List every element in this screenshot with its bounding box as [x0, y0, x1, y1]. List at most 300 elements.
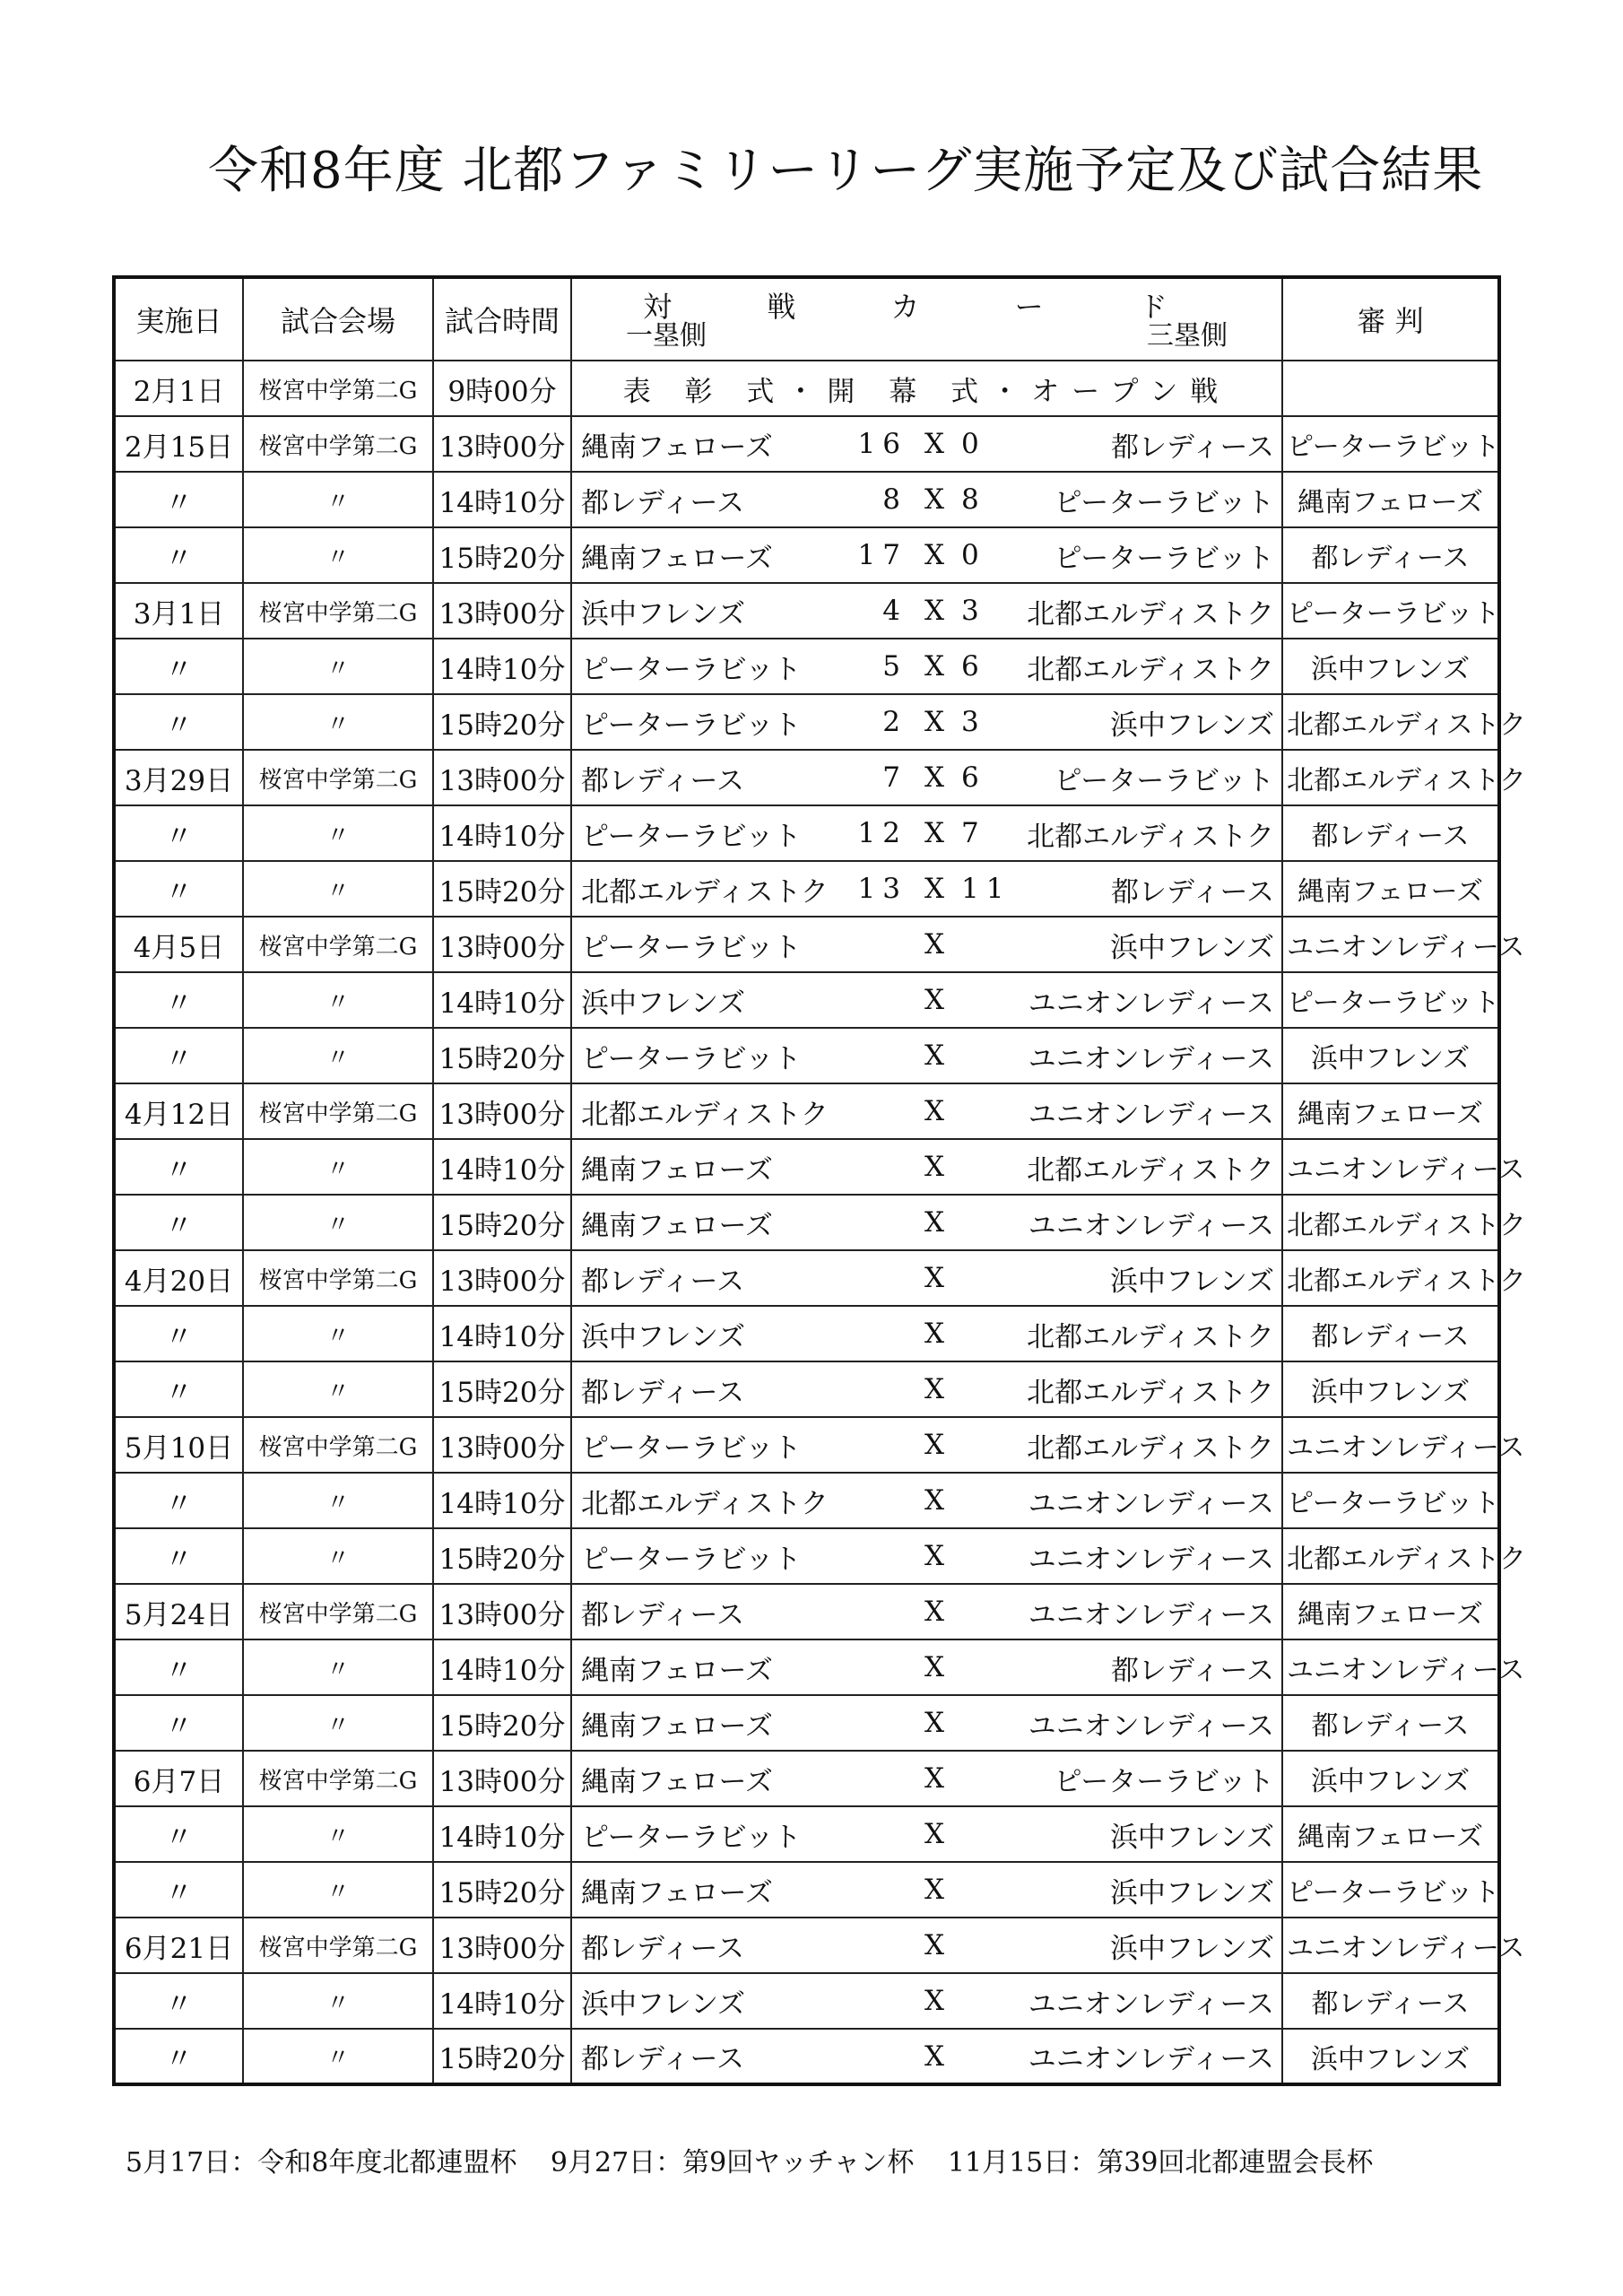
cell-card	[571, 1361, 1282, 1417]
score-third-base: 3	[961, 706, 986, 738]
team-first-base: 都レディース	[581, 2043, 744, 2075]
header-venue: 試合会場	[243, 277, 433, 361]
cell-venue: 〃	[243, 1028, 433, 1083]
cell-ceremony: 表 彰 式・開 幕 式・オープン戦	[571, 361, 1282, 416]
cell-venue: 〃	[243, 1473, 433, 1528]
team-first-base: ピーターラビット	[581, 1431, 802, 1465]
cell-time: 13時00分	[433, 1584, 571, 1639]
cell-referee: 縄南フェローズ	[1282, 1584, 1499, 1639]
page-title: 令和8年度 北都ファミリーリーグ実施予定及び試合結果	[208, 142, 1484, 200]
cell-date: 3月1日	[114, 583, 243, 639]
table-row	[114, 416, 1499, 472]
table-row	[114, 639, 1499, 694]
cell-date: 〃	[114, 527, 243, 583]
team-third-base: ピーターラビット	[1054, 542, 1274, 575]
cell-date: 〃	[114, 694, 243, 750]
cell-time: 14時10分	[433, 1306, 571, 1361]
cell-card	[571, 1139, 1282, 1195]
versus-mark: X	[924, 1262, 945, 1294]
footer-event-1: 5月17日：令和8年度北都連盟杯	[126, 2147, 517, 2179]
cell-referee: ユニオンレディース	[1282, 1639, 1499, 1695]
table-row	[114, 1806, 1499, 1862]
team-third-base: ピーターラビット	[1054, 764, 1274, 797]
cell-date: 4月20日	[114, 1250, 243, 1306]
cell-referee: ピーターラビット	[1282, 972, 1499, 1028]
footer-event-3: 11月15日：第39回北都連盟会長杯	[947, 2147, 1374, 2179]
cell-venue: 〃	[243, 1695, 433, 1751]
cell-time: 14時10分	[433, 972, 571, 1028]
cell-date: 〃	[114, 1806, 243, 1862]
team-first-base: 縄南フェローズ	[581, 1209, 773, 1242]
team-third-base: 北都エルディストク	[1027, 1320, 1274, 1353]
cell-venue: 〃	[243, 1195, 433, 1250]
team-first-base: ピーターラビット	[581, 1543, 802, 1576]
cell-venue: 〃	[243, 1361, 433, 1417]
cell-referee: 北都エルディストク	[1282, 1250, 1499, 1306]
cell-venue: 〃	[243, 1306, 433, 1361]
table-row	[114, 805, 1499, 861]
cell-date: 〃	[114, 1195, 243, 1250]
team-third-base: 浜中フレンズ	[1109, 1821, 1274, 1854]
cell-venue: 〃	[243, 1973, 433, 2029]
cell-card	[571, 1306, 1282, 1361]
cell-referee: ユニオンレディース	[1282, 917, 1499, 972]
versus-mark: X	[924, 428, 945, 460]
match-card	[576, 473, 1278, 526]
cell-card	[571, 639, 1282, 694]
table-row	[114, 2029, 1499, 2084]
match-card	[576, 1585, 1278, 1639]
cell-time: 15時20分	[433, 2029, 571, 2084]
cell-date: 〃	[114, 972, 243, 1028]
versus-mark: X	[924, 1484, 945, 1517]
team-third-base: 浜中フレンズ	[1109, 1876, 1274, 1909]
cell-venue: 桜宮中学第二G	[243, 1751, 433, 1806]
schedule-table	[112, 275, 1526, 2086]
team-first-base: 都レディース	[581, 1598, 744, 1631]
team-first-base: 浜中フレンズ	[581, 597, 746, 631]
cell-date: 〃	[114, 639, 243, 694]
match-card	[576, 806, 1278, 860]
cell-card	[571, 2029, 1282, 2084]
table-row	[114, 1862, 1499, 1918]
cell-time: 14時10分	[433, 639, 571, 694]
team-third-base: 北都エルディストク	[1027, 1153, 1274, 1187]
cell-venue: 〃	[243, 1139, 433, 1195]
header-card	[571, 277, 1282, 361]
table-row	[114, 694, 1499, 750]
match-card	[576, 1474, 1278, 1527]
cell-card	[571, 917, 1282, 972]
team-first-base: 都レディース	[581, 1932, 744, 1965]
table-row	[114, 583, 1499, 639]
cell-referee: 都レディース	[1282, 805, 1499, 861]
match-card	[576, 1418, 1278, 1472]
cell-time: 15時20分	[433, 527, 571, 583]
score-first-base: 5	[882, 650, 907, 683]
table-row	[114, 1639, 1499, 1695]
versus-mark: X	[924, 706, 945, 738]
match-card	[576, 973, 1278, 1027]
table-row	[114, 1250, 1499, 1306]
versus-mark: X	[924, 1818, 945, 1850]
header-first-base: 一塁側	[626, 320, 707, 352]
cell-card	[571, 972, 1282, 1028]
table-row	[114, 1528, 1499, 1584]
team-first-base: 北都エルディストク	[581, 1098, 829, 1131]
score-third-base: 6	[961, 650, 986, 683]
versus-mark: X	[924, 1429, 945, 1461]
cell-venue: 〃	[243, 1806, 433, 1862]
cell-date: 〃	[114, 1862, 243, 1918]
cell-card	[571, 861, 1282, 917]
cell-date: 〃	[114, 2029, 243, 2084]
cell-venue: 〃	[243, 1528, 433, 1584]
versus-mark: X	[924, 1985, 945, 2017]
score-first-base: 7	[882, 761, 907, 794]
cell-venue: 〃	[243, 639, 433, 694]
cell-referee: 縄南フェローズ	[1282, 472, 1499, 527]
cell-referee: 浜中フレンズ	[1282, 2029, 1499, 2084]
score-third-base: 7	[961, 817, 986, 849]
cell-card	[571, 1806, 1282, 1862]
cell-venue: 桜宮中学第二G	[243, 416, 433, 472]
cell-venue: 桜宮中学第二G	[243, 1083, 433, 1139]
header-time: 試合時間	[433, 277, 571, 361]
table-row	[114, 361, 1499, 416]
team-first-base: 縄南フェローズ	[581, 1153, 773, 1187]
match-card	[576, 584, 1278, 638]
match-card	[576, 1029, 1278, 1083]
versus-mark: X	[924, 1095, 945, 1127]
table-row	[114, 1361, 1499, 1417]
cell-date: 〃	[114, 805, 243, 861]
cell-venue: 〃	[243, 1639, 433, 1695]
cell-date: 〃	[114, 1361, 243, 1417]
team-third-base: 都レディース	[1111, 875, 1274, 909]
cell-time: 9時00分	[433, 361, 571, 416]
team-third-base: 北都エルディストク	[1027, 1431, 1274, 1465]
cell-date: 4月12日	[114, 1083, 243, 1139]
table-row	[114, 1195, 1499, 1250]
table-row	[114, 1973, 1499, 2029]
footer-events	[126, 2140, 1398, 2179]
cell-time: 14時10分	[433, 805, 571, 861]
cell-referee: 縄南フェローズ	[1282, 861, 1499, 917]
match-card	[576, 1807, 1278, 1861]
cell-venue: 〃	[243, 472, 433, 527]
cell-date: 〃	[114, 1139, 243, 1195]
team-first-base: 縄南フェローズ	[581, 1765, 773, 1798]
team-first-base: 縄南フェローズ	[581, 1709, 773, 1743]
team-first-base: 浜中フレンズ	[581, 987, 746, 1020]
team-third-base: 北都エルディストク	[1027, 653, 1274, 686]
versus-mark: X	[924, 928, 945, 961]
match-card	[576, 1307, 1278, 1361]
table-row	[114, 1306, 1499, 1361]
match-card	[576, 1918, 1278, 1972]
team-first-base: ピーターラビット	[581, 931, 802, 964]
score-third-base: 8	[961, 483, 986, 516]
table-row	[114, 1139, 1499, 1195]
cell-card	[571, 1250, 1282, 1306]
cell-card	[571, 1973, 1282, 2029]
cell-time: 15時20分	[433, 1528, 571, 1584]
team-third-base: ピーターラビット	[1054, 486, 1274, 519]
cell-date: 2月1日	[114, 361, 243, 416]
cell-venue: 桜宮中学第二G	[243, 750, 433, 805]
schedule-body	[114, 361, 1526, 2084]
team-third-base: 浜中フレンズ	[1109, 1265, 1274, 1298]
table-row	[114, 1751, 1499, 1806]
table-row	[114, 861, 1499, 917]
cell-venue: 桜宮中学第二G	[243, 1250, 433, 1306]
cell-date: 〃	[114, 1028, 243, 1083]
cell-date: 〃	[114, 1306, 243, 1361]
team-third-base: 都レディース	[1111, 1654, 1274, 1687]
score-third-base: 6	[961, 761, 986, 794]
team-third-base: 都レディース	[1111, 430, 1274, 464]
team-first-base: 縄南フェローズ	[581, 542, 773, 575]
team-first-base: 浜中フレンズ	[581, 1320, 746, 1353]
match-card	[576, 417, 1278, 471]
team-third-base: ユニオンレディース	[1028, 1209, 1274, 1242]
cell-card	[571, 1695, 1282, 1751]
cell-time: 13時00分	[433, 1083, 571, 1139]
cell-referee: ピーターラビット	[1282, 583, 1499, 639]
team-first-base: 縄南フェローズ	[581, 1654, 773, 1687]
versus-mark: X	[924, 1874, 945, 1906]
match-card	[576, 1696, 1278, 1750]
cell-venue: 桜宮中学第二G	[243, 1417, 433, 1473]
team-first-base: 浜中フレンズ	[581, 1987, 746, 2021]
score-first-base: 16	[857, 428, 907, 460]
cell-time: 13時00分	[433, 917, 571, 972]
table-row	[114, 1417, 1499, 1473]
team-third-base: ユニオンレディース	[1028, 1543, 1274, 1576]
cell-card	[571, 527, 1282, 583]
team-third-base: ユニオンレディース	[1028, 2043, 1274, 2075]
team-third-base: 浜中フレンズ	[1109, 709, 1274, 742]
match-card	[576, 1196, 1278, 1249]
cell-time: 14時10分	[433, 1973, 571, 2029]
team-first-base: ピーターラビット	[581, 709, 802, 742]
versus-mark: X	[924, 539, 945, 571]
cell-referee: 都レディース	[1282, 1306, 1499, 1361]
cell-referee: 浜中フレンズ	[1282, 1751, 1499, 1806]
match-card	[576, 1752, 1278, 1805]
table-row	[114, 1695, 1499, 1751]
cell-card	[571, 1083, 1282, 1139]
header-third-base: 三塁側	[1147, 320, 1228, 352]
cell-card	[571, 1639, 1282, 1695]
team-third-base: ユニオンレディース	[1028, 987, 1274, 1020]
team-first-base: 都レディース	[581, 1376, 744, 1409]
score-first-base: 13	[857, 873, 907, 905]
versus-mark: X	[924, 1651, 945, 1683]
cell-referee: 都レディース	[1282, 527, 1499, 583]
team-first-base: 都レディース	[581, 486, 744, 519]
score-first-base: 12	[857, 817, 907, 849]
cell-card	[571, 1751, 1282, 1806]
cell-time: 15時20分	[433, 861, 571, 917]
cell-venue: 桜宮中学第二G	[243, 1584, 433, 1639]
score-first-base: 4	[882, 595, 907, 627]
match-card	[576, 528, 1278, 582]
cell-card	[571, 750, 1282, 805]
table-row	[114, 750, 1499, 805]
team-first-base: 北都エルディストク	[581, 875, 829, 909]
cell-time: 14時10分	[433, 1139, 571, 1195]
versus-mark: X	[924, 1318, 945, 1350]
cell-referee: 北都エルディストク	[1282, 750, 1499, 805]
cell-time: 15時20分	[433, 694, 571, 750]
cell-time: 13時00分	[433, 416, 571, 472]
cell-venue: 桜宮中学第二G	[243, 361, 433, 416]
team-first-base: 北都エルディストク	[581, 1487, 829, 1520]
team-third-base: ユニオンレディース	[1028, 1487, 1274, 1520]
team-first-base: 都レディース	[581, 1265, 744, 1298]
team-third-base: ユニオンレディース	[1028, 1098, 1274, 1131]
score-third-base: 3	[961, 595, 986, 627]
cell-card	[571, 1195, 1282, 1250]
versus-mark: X	[924, 595, 945, 627]
cell-venue: 〃	[243, 1862, 433, 1918]
versus-mark: X	[924, 2039, 945, 2073]
score-first-base: 2	[882, 706, 907, 738]
cell-card	[571, 583, 1282, 639]
cell-card	[571, 1918, 1282, 1973]
cell-card	[571, 694, 1282, 750]
match-card	[576, 1362, 1278, 1416]
versus-mark: X	[924, 1151, 945, 1183]
versus-mark: X	[924, 817, 945, 849]
header-card-title: 対 戦 カ ー ド	[643, 290, 1211, 324]
cell-venue: 〃	[243, 972, 433, 1028]
versus-mark: X	[924, 1540, 945, 1572]
cell-card	[571, 1528, 1282, 1584]
cell-referee: ピーターラビット	[1282, 416, 1499, 472]
cell-time: 15時20分	[433, 1195, 571, 1250]
cell-referee: ユニオンレディース	[1282, 1918, 1499, 1973]
header-referee: 審 判	[1282, 277, 1499, 361]
cell-referee: ピーターラビット	[1282, 1473, 1499, 1528]
cell-date: 〃	[114, 1695, 243, 1751]
versus-mark: X	[924, 1929, 945, 1961]
team-first-base: ピーターラビット	[581, 820, 802, 853]
cell-time: 15時20分	[433, 1862, 571, 1918]
table-row	[114, 1584, 1499, 1639]
team-third-base: ピーターラビット	[1054, 1765, 1274, 1798]
cell-venue: 〃	[243, 2029, 433, 2084]
cell-time: 14時10分	[433, 1639, 571, 1695]
cell-time: 13時00分	[433, 1751, 571, 1806]
table-row	[114, 1473, 1499, 1528]
match-card	[576, 862, 1278, 916]
cell-date: 4月5日	[114, 917, 243, 972]
versus-mark: X	[924, 1206, 945, 1239]
cell-referee: ピーターラビット	[1282, 1862, 1499, 1918]
versus-mark: X	[924, 1707, 945, 1739]
match-card	[576, 1529, 1278, 1583]
team-third-base: ユニオンレディース	[1028, 1709, 1274, 1743]
score-first-base: 17	[857, 539, 907, 571]
cell-time: 13時00分	[433, 750, 571, 805]
match-card	[576, 2030, 1278, 2083]
table-row	[114, 917, 1499, 972]
team-third-base: 北都エルディストク	[1027, 820, 1274, 853]
cell-venue: 〃	[243, 527, 433, 583]
cell-card	[571, 1862, 1282, 1918]
cell-time: 13時00分	[433, 1417, 571, 1473]
cell-date: 〃	[114, 1639, 243, 1695]
cell-referee: 北都エルディストク	[1282, 694, 1499, 750]
match-card	[576, 1140, 1278, 1194]
cell-time: 14時10分	[433, 1806, 571, 1862]
versus-mark: X	[924, 873, 945, 905]
cell-time: 14時10分	[433, 1473, 571, 1528]
team-third-base: 北都エルディストク	[1027, 1376, 1274, 1409]
cell-venue: 桜宮中学第二G	[243, 583, 433, 639]
table-row	[114, 972, 1499, 1028]
cell-date: 6月7日	[114, 1751, 243, 1806]
team-third-base: 浜中フレンズ	[1109, 1932, 1274, 1965]
versus-mark: X	[924, 650, 945, 683]
team-third-base: ユニオンレディース	[1028, 1987, 1274, 2021]
match-card	[576, 695, 1278, 749]
cell-time: 13時00分	[433, 1250, 571, 1306]
versus-mark: X	[924, 1596, 945, 1628]
match-card	[576, 918, 1278, 971]
team-third-base: ユニオンレディース	[1028, 1042, 1274, 1075]
match-card	[576, 1974, 1278, 2028]
cell-card	[571, 805, 1282, 861]
header-date: 実施日	[114, 277, 243, 361]
cell-date: 〃	[114, 1473, 243, 1528]
cell-referee: 縄南フェローズ	[1282, 1806, 1499, 1862]
match-card	[576, 1084, 1278, 1138]
cell-time: 13時00分	[433, 1918, 571, 1973]
cell-referee: 都レディース	[1282, 1973, 1499, 2029]
cell-venue: 桜宮中学第二G	[243, 1918, 433, 1973]
versus-mark: X	[924, 761, 945, 794]
cell-date: 3月29日	[114, 750, 243, 805]
cell-date: 5月10日	[114, 1417, 243, 1473]
versus-mark: X	[924, 984, 945, 1016]
cell-referee: 北都エルディストク	[1282, 1528, 1499, 1584]
cell-venue: 桜宮中学第二G	[243, 917, 433, 972]
cell-date: 6月21日	[114, 1918, 243, 1973]
team-first-base: 都レディース	[581, 764, 744, 797]
team-first-base: ピーターラビット	[581, 653, 802, 686]
cell-time: 13時00分	[433, 583, 571, 639]
team-first-base: ピーターラビット	[581, 1821, 802, 1854]
cell-referee: 浜中フレンズ	[1282, 1361, 1499, 1417]
table-row	[114, 1918, 1499, 1973]
match-card	[576, 639, 1278, 693]
cell-venue: 〃	[243, 694, 433, 750]
score-third-base: 0	[961, 539, 986, 571]
cell-date: 2月15日	[114, 416, 243, 472]
cell-date: 〃	[114, 472, 243, 527]
cell-venue: 〃	[243, 805, 433, 861]
team-first-base: 縄南フェローズ	[581, 1876, 773, 1909]
cell-card	[571, 1028, 1282, 1083]
cell-card	[571, 1584, 1282, 1639]
score-third-base: 11	[961, 873, 1011, 905]
cell-card	[571, 472, 1282, 527]
match-card	[576, 1640, 1278, 1694]
